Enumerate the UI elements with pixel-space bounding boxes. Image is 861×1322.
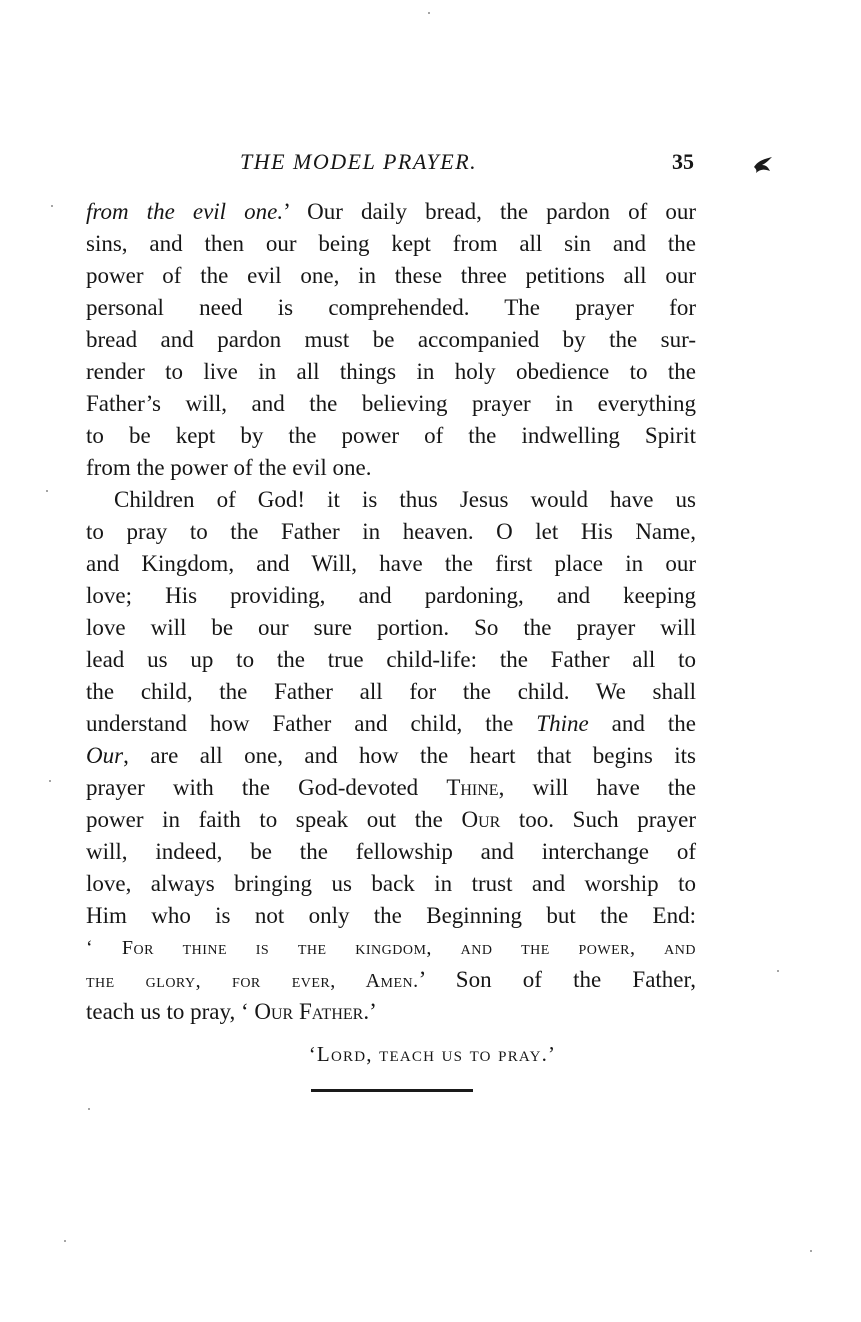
text-fragment: ’ Our daily bread, the pardon of our [283, 199, 696, 224]
text-line: from the power of the evil one. [86, 455, 372, 480]
text-fragment: teach us to pray, ‘ [86, 999, 255, 1024]
text-line: render to live in all things in holy obedience to the [86, 359, 696, 384]
text-line [86, 708, 696, 740]
text-line: love, always bringing us back in trust and worship to [86, 871, 696, 896]
small-caps-phrase: Our Father. [254, 999, 370, 1024]
text-line: love will be our sure portion. So the prayer will [86, 615, 696, 640]
scan-speck [777, 970, 779, 972]
text-line: will, indeed, be the fellowship and interchange of [86, 839, 696, 864]
scan-speck [810, 1250, 812, 1252]
running-title: THE MODEL PRAYER. [240, 149, 478, 174]
text-line: Him who is not only the Beginning but the End: [86, 903, 696, 928]
text-line: sins, and then our being kept from all sin and the [86, 231, 696, 256]
text-fragment: and the [588, 711, 696, 736]
scan-speck [88, 1108, 90, 1110]
text-line: bread and pardon must be accompanied by the sur- [86, 327, 696, 352]
small-caps-word: Thine [446, 775, 499, 800]
scan-speck [51, 205, 53, 207]
text-line [86, 740, 696, 772]
italic-phrase: from the evil one. [86, 199, 284, 224]
text-line: power of the evil one, in these three petitions all our [86, 263, 696, 288]
text-line [86, 804, 696, 836]
text-line: Children of God! it is thus Jesus would have us [114, 487, 696, 512]
doxology-line: ‘ For thine is the kingdom, and the power, and [86, 937, 696, 959]
doxology-fragment: the glory, for ever, Amen. [86, 970, 419, 992]
text-fragment: power in faith to speak out the [86, 807, 462, 832]
italic-word: Thine [536, 711, 589, 736]
text-line [86, 996, 696, 1028]
text-fragment: too. Such prayer [500, 807, 696, 832]
text-line: the child, the Father all for the child. We shall [86, 679, 696, 704]
italic-word: Our [86, 743, 124, 768]
text-line: and Kingdom, and Will, have the first place in our [86, 551, 696, 576]
closing-line: ‘Lord, teach us to pray.’ [308, 1042, 557, 1066]
scan-speck [64, 1240, 66, 1242]
text-line: love; His providing, and pardoning, and keeping [86, 583, 696, 608]
scan-speck [428, 12, 430, 14]
page-number: 35 [672, 149, 694, 174]
text-line [86, 772, 696, 804]
text-line [86, 964, 696, 996]
scan-speck [49, 780, 51, 782]
text-line: lead us up to the true child-life: the Father all to [86, 647, 696, 672]
text-fragment: , will have the [498, 775, 696, 800]
text-fragment: ’ Son of the Father, [418, 967, 696, 992]
text-line: Father’s will, and the believing prayer in everything [86, 391, 696, 416]
text-line: personal need is comprehended. The prayer for [86, 295, 696, 320]
fleuron-icon [752, 155, 774, 175]
text-fragment: ’ [369, 999, 377, 1024]
small-caps-word: Our [461, 807, 501, 832]
text-fragment: prayer with the God-devoted [86, 775, 447, 800]
text-line: to be kept by the power of the indwelling Spirit [86, 423, 696, 448]
text-fragment: understand how Father and child, the [86, 711, 537, 736]
body-text [86, 196, 696, 1028]
divider-rule [311, 1089, 473, 1092]
text-fragment: , are all one, and how the heart that begins its [123, 743, 696, 768]
text-line: to pray to the Father in heaven. O let His Name, [86, 519, 696, 544]
text-line [86, 196, 696, 228]
scan-speck [46, 490, 48, 492]
